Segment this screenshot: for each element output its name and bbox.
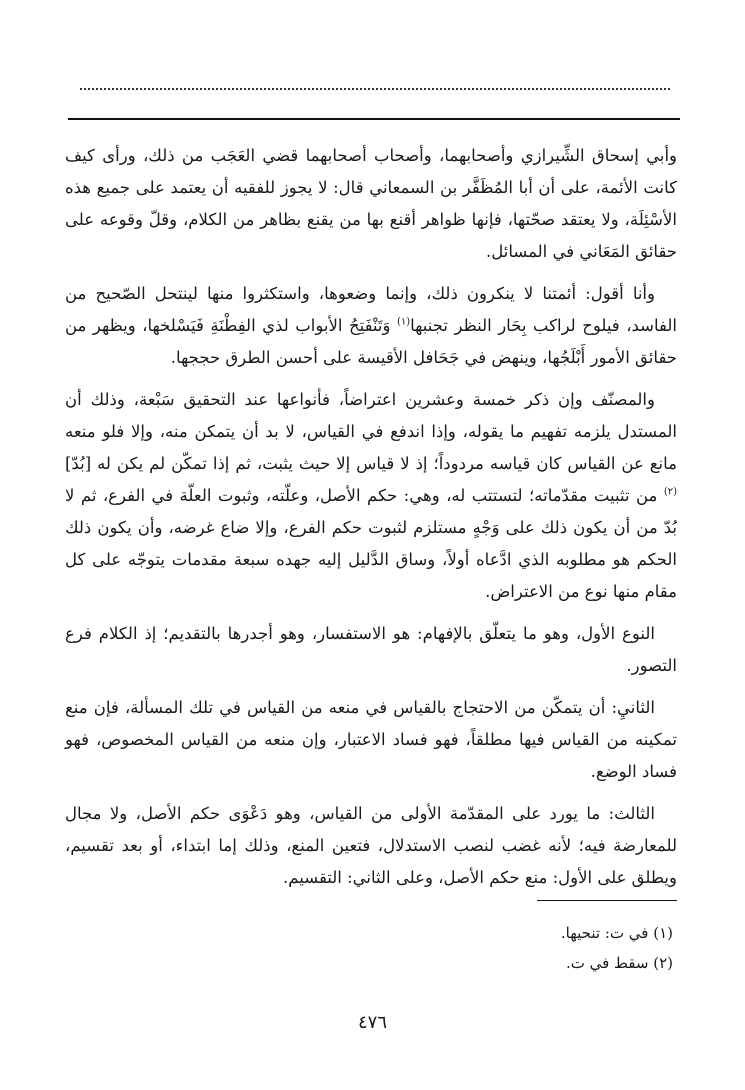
paragraph-2 <box>65 278 677 374</box>
footnote-ref-2: (٢) <box>663 486 677 498</box>
paragraph-3-part-b: من تثبيت مقدّماته؛ لتستتب له، وهي: حكم الأصل، وعلّته، وثبوت العلّة في الفرع، ثم لا بُدّ من أن يكون ذلك على وَجْهٍ مستلزم لثبوت حكم الفرع، وإلا ضاع غرضه، وأن يكون ذلك الحكم هو مطلوبه الذي ادَّعاه أولاً، وساق الدَّليل إليه جهده سبعة مقدمات يتوجّه على كل مقام منها نوع من الاعتراض. <box>65 486 677 601</box>
paragraph-3 <box>65 384 677 608</box>
header-dotted-rule <box>80 88 670 90</box>
page-number: ٤٧٦ <box>357 1012 387 1033</box>
footnote-2 <box>73 948 673 978</box>
footnote-2-number: (٢) <box>653 954 673 972</box>
footnote-1 <box>73 918 673 948</box>
paragraph-2-part-b: وَتَنْفَتِحُ الأبواب لذي الفِطْنَةِ فَيَسْلخها، ويظهر من حقائق الأمور أَبْلَجُها، وينهض في جَحَافل الأقيسة على أحسن الطرق حججها. <box>65 316 677 367</box>
paragraph-1: وأبي إسحاق الشِّيرازي وأصحابهما، وأصحاب أصحابهما قضي العَجَب من ذلك، ورأى كيف كانت الأئمة، على أن أبا المُظَفَّر بن السمعاني قال: لا يجوز للفقيه أن يعتمد على جميع هذه الأسْئِلَة، ولا يعتقد صحّتها، فإنها ظواهر أقنع بها من يقنع بظاهر من الكلام، وقلّ وقوعه على حقائق المَعَاني في المسائل. <box>65 146 677 261</box>
footnote-1-text: في ت: تنحيها. <box>560 924 649 942</box>
paragraph-4: النوع الأول، وهو ما يتعلّق بالإفهام: هو الاستفسار، وهو أجدرها بالتقديم؛ إذ الكلام فرع التصور. <box>65 624 677 675</box>
footnotes <box>73 918 673 978</box>
paragraph-3-part-a: والمصنّف وإن ذكر خمسة وعشرين اعتراضاً، فأنواعها عند التحقيق سَبْعة، وذلك أن المستدل يلزمه تفهيم ما يقوله، وإذا اندفع في القياس، لا بد أن يتمكن منه، وإلا فلو منعه مانع عن القياس كان قياسه مردوداً؛ إذ لا قياس إلا حيث يثبت، ثم إذا تمكّن لم يكن له [بُدّ] <box>65 390 677 473</box>
paragraph-5: الثانيِ: أن يتمكّن من الاحتجاج بالقياس في منعه من القياس في تلك المسألة، فإن منع تمكينه من القياس فيها مطلقاً، فهو فساد الاعتبار، وإن منعه من القياس المخصوص، فهو فساد الوضع. <box>65 698 677 781</box>
footnote-1-number: (١) <box>653 924 673 942</box>
paragraph-6: الثالث: ما يورد على المقدّمة الأولى من القياس، وهو دَعْوَى حكم الأصل، ولا مجال للمعارضة فيه؛ لأنه غضب لنصب الاستدلال، فتعين المنع، وذلك إما ابتداء، أو بعد تقسيم، ويطلق على الأول: منع حكم الأصل، وعلى الثاني: التقسيم. <box>65 804 677 887</box>
paragraph-2-part-a: وأنا أقول: أئمتنا لا ينكرون ذلك، وإنما وضعوها، واستكثروا منها لينتحل الصّحيح من الفاسد، فيلوح لراكب بِحَار النظر تجنبها <box>65 284 677 335</box>
footnote-ref-1: (١) <box>396 316 411 328</box>
header-solid-rule <box>68 118 680 120</box>
footnote-rule <box>537 900 677 901</box>
footnote-2-text: سقط في ت. <box>565 954 649 972</box>
main-text <box>65 140 677 904</box>
